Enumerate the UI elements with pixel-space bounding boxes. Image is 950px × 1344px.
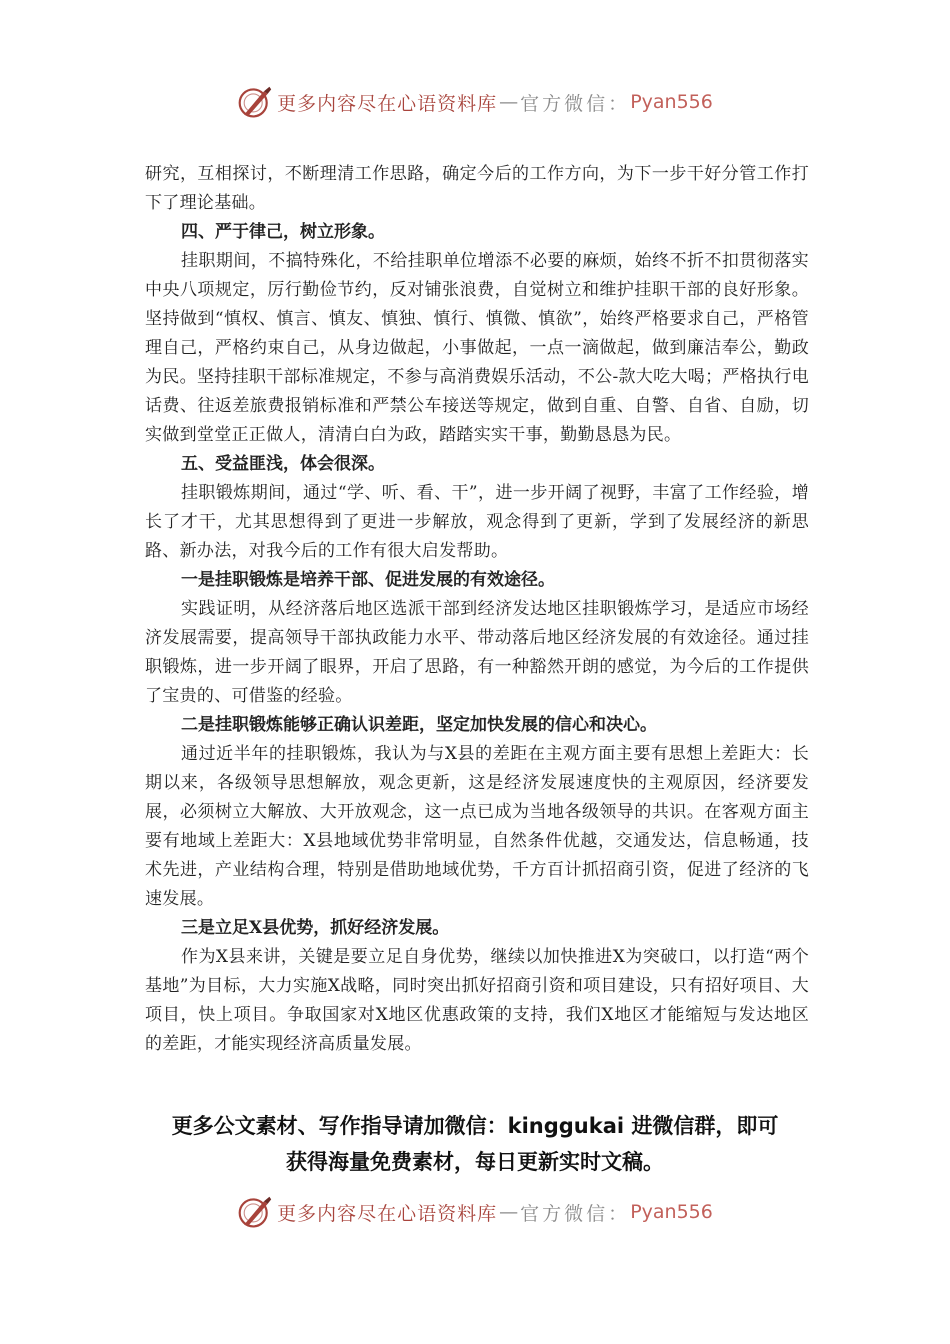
- pen-logo-icon: [237, 1194, 273, 1230]
- section-heading: 二是挂职锻炼能够正确认识差距，坚定加快发展的信心和决心。: [181, 715, 657, 735]
- section-heading: 五、受益匪浅，体会很深。: [181, 454, 385, 474]
- banner-brand: 更多内容尽在心语资料库: [277, 1202, 498, 1225]
- banner-label: 官方微信：: [520, 92, 631, 115]
- paragraph: 挂职锻炼期间，通过“学、听、看、干”，进一步开阔了视野，丰富了工作经验，增长了才干，尤其思想得到了更进一步解放，观念得到了更新，学到了发展经济的新思路、新办法，对我今后的工作有很大启发帮助。: [145, 483, 809, 561]
- footer-banner: [0, 1190, 950, 1234]
- paragraph: 研究，互相探讨，不断理清工作思路，确定今后的工作方向，为下一步干好分管工作打下了理论基础。: [145, 164, 809, 213]
- paragraph: 实践证明，从经济落后地区选派干部到经济发达地区挂职锻炼学习，是适应市场经济发展需要，提高领导干部执政能力水平、带动落后地区经济发展的有效途径。通过挂职锻炼，进一步开阔了眼界，开启了思路，有一种豁然开朗的感觉，为今后的工作提供了宝贵的、可借鉴的经验。: [145, 599, 809, 706]
- banner-label: 官方微信：: [520, 1202, 631, 1225]
- banner-separator: —: [499, 91, 519, 113]
- paragraph: 通过近半年的挂职锻炼，我认为与X县的差距在主观方面主要有思想上差距大：长期以来，各级领导思想解放，观念更新，这是经济发展速度快的主观原因，经济要发展，必须树立大解放、大开放观念，这一点已成为当地各级领导的共识。在客观方面主要有地域上差距大：X县地域优势非常明显，自然条件优越，交通发达，信息畅通，技术先进，产业结构合理，特别是借助地域优势，千方百计抓招商引资，促进了经济的飞速发展。: [145, 744, 809, 909]
- banner-brand: 更多内容尽在心语资料库: [277, 92, 498, 115]
- section-heading: 四、严于律己，树立形象。: [181, 222, 385, 242]
- promo-line-1: 更多公文素材、写作指导请加微信：kinggukai 进微信群，即可: [171, 1114, 779, 1138]
- section-heading: 三是立足X县优势，抓好经济发展。: [181, 918, 450, 938]
- document-body: [145, 160, 809, 1059]
- banner-wechat-id: Pyan556: [630, 91, 713, 113]
- promo-notice: [0, 1108, 950, 1180]
- promo-line-2: 获得海量免费素材，每日更新实时文稿。: [286, 1150, 664, 1174]
- section-heading: 一是挂职锻炼是培养干部、促进发展的有效途径。: [181, 570, 555, 590]
- pen-logo-icon: [237, 84, 273, 120]
- paragraph: 作为X县来讲，关键是要立足自身优势，继续以加快推进X为突破口，以打造“两个基地”为目标，大力实施X战略，同时突出抓好招商引资和项目建设，只有招好项目、大项目，快上项目。争取国家对X地区优惠政策的支持，我们X地区才能缩短与发达地区的差距，才能实现经济高质量发展。: [145, 947, 809, 1054]
- header-banner: [0, 80, 950, 124]
- banner-separator: —: [499, 1201, 519, 1223]
- banner-wechat-id: Pyan556: [630, 1201, 713, 1223]
- paragraph: 挂职期间，不搞特殊化，不给挂职单位增添不必要的麻烦，始终不折不扣贯彻落实中央八项规定，厉行勤俭节约，反对铺张浪费，自觉树立和维护挂职干部的良好形象。坚持做到“慎权、慎言、慎友、慎独、慎行、慎微、慎欲”，始终严格要求自己，严格管理自己，严格约束自己，从身边做起，小事做起，一点一滴做起，做到廉洁奉公，勤政为民。坚持挂职干部标准规定，不参与高消费娱乐活动，不公-款大吃大喝；严格执行电话费、往返差旅费报销标准和严禁公车接送等规定，做到自重、自警、自省、自励，切实做到堂堂正正做人，清清白白为政，踏踏实实干事，勤勤恳恳为民。: [145, 251, 809, 445]
